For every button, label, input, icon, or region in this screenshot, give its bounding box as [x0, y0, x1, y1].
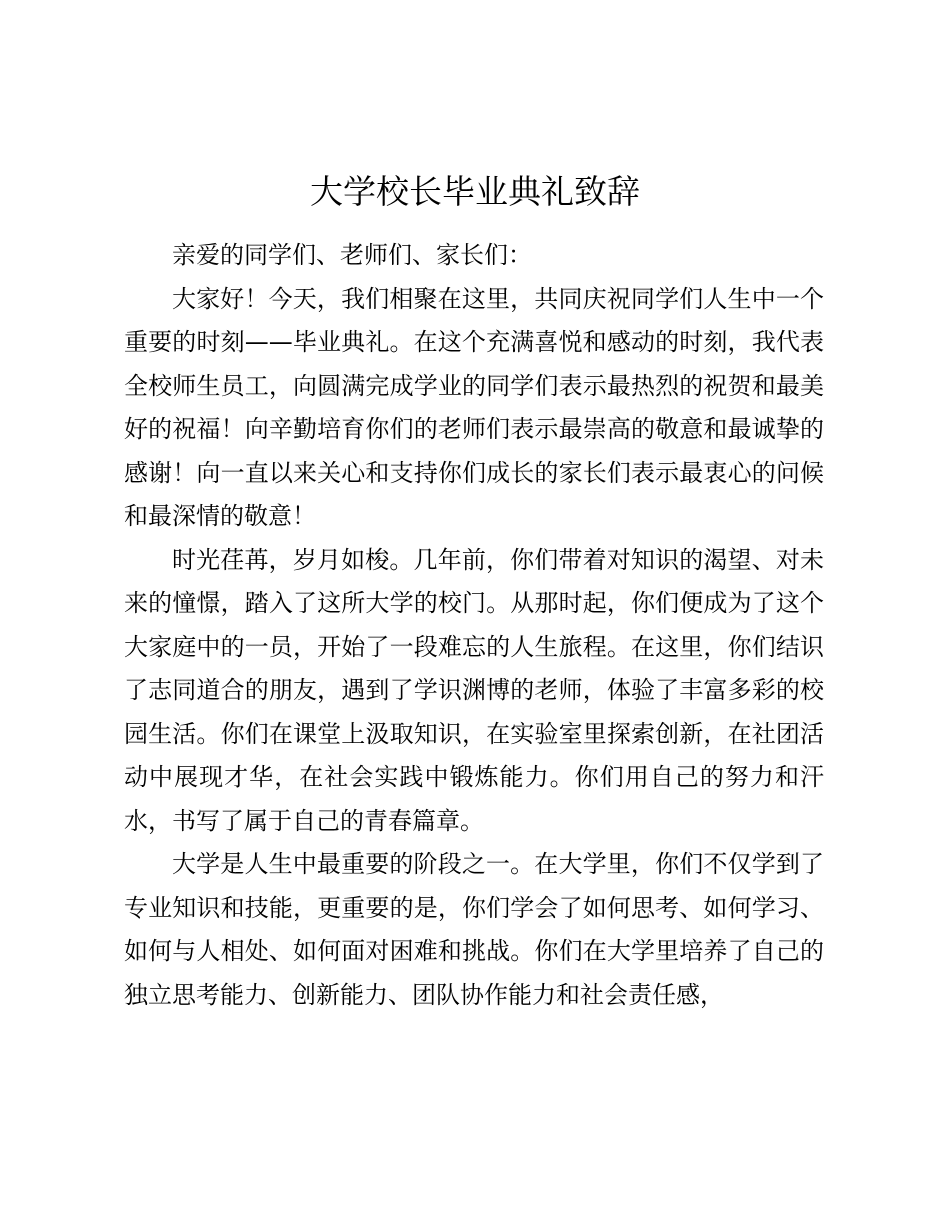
- document-title: 大学校长毕业典礼致辞: [310, 172, 640, 211]
- paragraph-salutation: 亲爱的同学们、老师们、家长们：: [172, 241, 532, 269]
- paragraph-memories: 时光荏苒，岁月如梭。几年前，你们带着对知识的渴望、对未来的憧憬，踏入了这所大学的校门。从那时起，你们便成为了这个大家庭中的一员，开始了一段难忘的人生旅程。在这里，你们结识了志同道合的朋友，遇到了学识渊博的老师，体验了丰富多彩的校园生活。你们在课堂上汲取知识，在实验室里探索创新，在社团活动中展现才华，在社会实践中锻炼能力。你们用自己的努力和汗水，书写了属于自己的青春篇章。: [124, 545, 824, 835]
- paragraph-university-stage: 大学是人生中最重要的阶段之一。在大学里，你们不仅学到了专业知识和技能，更重要的是，你们学会了如何思考、如何学习、如何与人相处、如何面对困难和挑战。你们在大学里培养了自己的独立思考能力、创新能力、团队协作能力和社会责任感，: [124, 850, 824, 1009]
- paragraph-greeting: 大家好！今天，我们相聚在这里，共同庆祝同学们人生中一个重要的时刻——毕业典礼。在这个充满喜悦和感动的时刻，我代表全校师生员工，向圆满完成学业的同学们表示最热烈的祝贺和最美好的祝福！向辛勤培育你们的老师们表示最崇高的敬意和最诚挚的感谢！向一直以来关心和支持你们成长的家长们表示最衷心的问候和最深情的敬意！: [124, 284, 824, 530]
- document-body: [124, 234, 824, 1017]
